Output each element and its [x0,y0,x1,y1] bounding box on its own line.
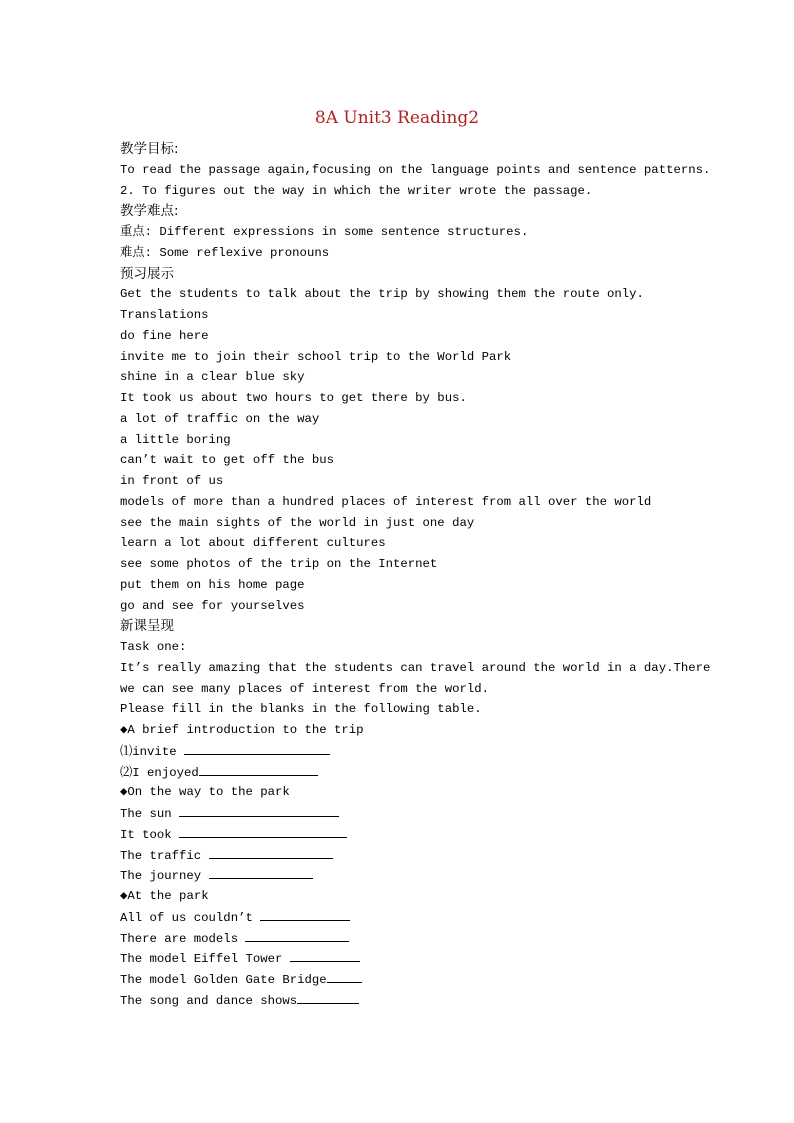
task-description-line-1: It’s really amazing that the students can travel around the world in a day.There [120,660,711,675]
blank-line[interactable] [327,969,362,983]
translation-item: in front of us [120,474,224,488]
fill-blank-label: All of us couldn’t [120,910,261,925]
fill-blank-label: The song and dance shows [120,993,298,1008]
fill-blank-row [120,990,720,1011]
fill-blank-row [120,948,720,969]
translations-heading: Translations [120,308,209,322]
table-section-at-the-park: ◆At the park [120,889,209,903]
blank-line[interactable] [245,928,349,942]
translation-item: go and see for yourselves [120,598,305,613]
translation-item: can’t wait to get off the bus [120,453,335,468]
fill-blank-label: It took [120,827,180,842]
fill-blank-label: The sun [120,807,180,821]
translation-item: see the main sights of the world in just one day [120,515,475,530]
translation-item: a little boring [120,432,231,447]
fill-blank-label: The traffic [120,848,209,863]
fill-blank-label: ⑴invite [120,744,184,759]
fill-blank-row [120,969,720,990]
blank-line[interactable] [209,865,313,879]
fill-blank-row [120,741,720,762]
page-title: 8A Unit3 Reading2 [314,108,480,128]
fill-blank-row [120,928,720,949]
translation-item: shine in a clear blue sky [120,370,305,385]
translation-item: invite me to join their school trip to the World Park [120,349,512,364]
preview-instruction: Get the students to talk about the trip by showing them the route only. [120,287,644,302]
objective-line-1: To read the passage again,focusing on the language points and sentence patterns. [120,162,711,177]
blank-line[interactable] [184,741,330,755]
translation-item: learn a lot about different cultures [120,536,386,551]
objective-line-2: 2. To figures out the way in which the writer wrote the passage. [120,183,593,198]
translation-item: It took us about two hours to get there by bus. [120,391,467,405]
task-heading: Task one: [120,640,187,654]
blank-line[interactable] [209,845,333,859]
task-instruction: Please fill in the blanks in the following table. [120,702,482,717]
blank-line[interactable] [179,803,339,817]
section-heading-objectives: 教学目标: [120,141,179,157]
fill-blank-label: The model Golden Gate Bridge [120,973,327,987]
fill-blank-row [120,845,720,866]
translation-item: see some photos of the trip on the Internet [120,557,438,571]
key-point-line: 重点: Different expressions in some sentence structures. [120,225,529,239]
table-section-intro: ◆A brief introduction to the trip [120,723,364,737]
translation-item: do fine here [120,328,209,343]
fill-blank-row [120,865,720,886]
task-description-line-2: we can see many places of interest from the world. [120,681,489,696]
blank-line[interactable] [260,907,350,921]
fill-blank-row [120,824,720,845]
difficult-point-line: 难点: Some reflexive pronouns [120,245,330,260]
fill-blank-row [120,803,720,824]
translation-item: a lot of traffic on the way [120,411,320,426]
section-heading-difficulties: 教学难点: [120,203,179,220]
fill-blank-label: ⑵I enjoyed [120,765,199,780]
translation-item: put them on his home page [120,577,305,592]
fill-blank-row [120,907,720,928]
document-body [120,139,720,1011]
section-heading-new-lesson: 新课呈现 [120,618,174,635]
blank-line[interactable] [297,990,359,1004]
section-heading-preview: 预习展示 [120,265,174,282]
fill-blank-label: The journey [120,869,209,884]
blank-line[interactable] [199,762,318,776]
fill-blank-label: The model Eiffel Tower [120,952,290,967]
table-section-on-the-way: ◆On the way to the park [120,785,290,800]
translation-item: models of more than a hundred places of interest from all over the world [120,494,652,509]
fill-blank-label: There are models [120,931,246,946]
blank-line[interactable] [290,948,360,962]
fill-blank-row [120,762,720,783]
blank-line[interactable] [179,824,347,838]
